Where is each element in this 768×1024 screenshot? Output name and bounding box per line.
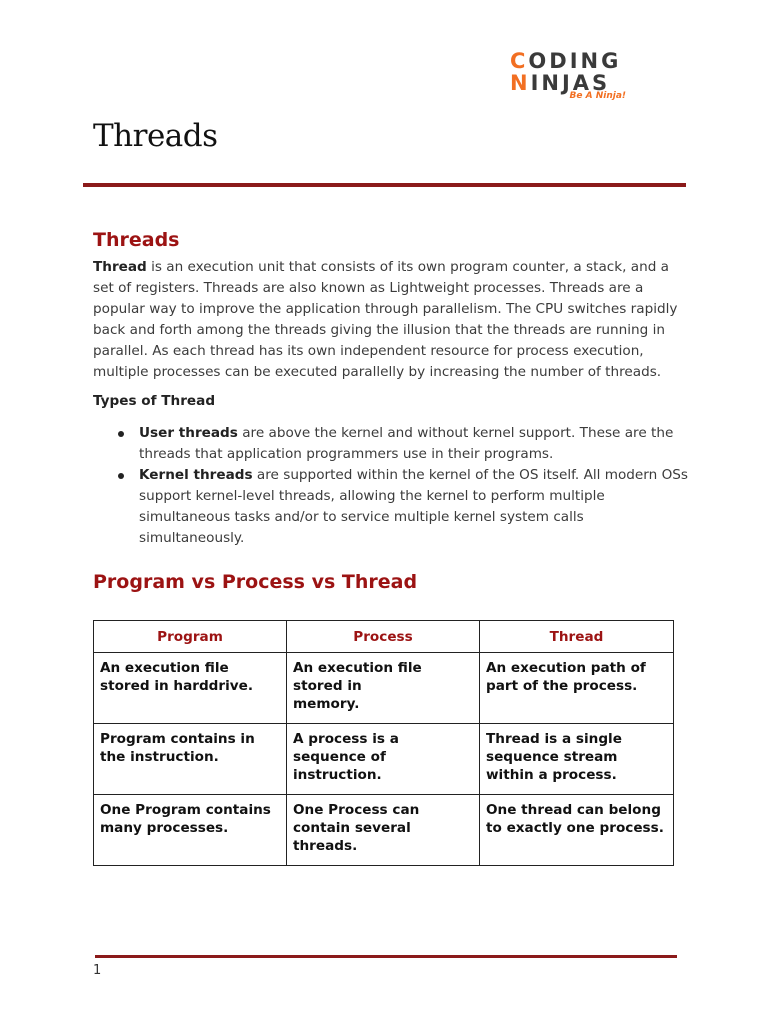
header-divider — [83, 183, 686, 187]
thread-term: Thread — [93, 259, 147, 275]
comparison-table — [93, 620, 674, 866]
threads-intro-paragraph — [93, 257, 683, 382]
logo-tagline: Be A Ninja! — [569, 91, 626, 101]
table-cell: Thread is a single sequence stream within a process. — [480, 724, 674, 795]
user-threads-term: User threads — [139, 425, 238, 441]
column-header-process: Process — [287, 621, 480, 653]
table-row — [94, 795, 674, 866]
table-cell: An execution file stored in harddrive. — [94, 653, 287, 724]
table-cell: An execution file stored in memory. — [287, 653, 480, 724]
logo-wordmark-line2: NINJAS — [510, 71, 611, 95]
page-number: 1 — [93, 963, 102, 978]
user-threads-description: are above the kernel and without kernel support. These are the threads that application programmers use in their programs. — [139, 425, 674, 462]
section-heading-comparison: Program vs Process vs Thread — [93, 571, 418, 593]
types-of-thread-label: Types of Thread — [93, 393, 216, 409]
kernel-threads-description: are supported within the kernel of the OS itself. All modern OSs support kernel-level threads, allowing the kernel to perform multiple simultaneous tasks and/or to service multiple kernel system calls simultaneously. — [139, 466, 688, 546]
column-header-thread: Thread — [480, 621, 674, 653]
table-row — [94, 653, 674, 724]
thread-types-list — [139, 423, 689, 548]
table-cell: One Process can contain several threads. — [287, 795, 480, 866]
coding-ninjas-logo — [510, 50, 632, 104]
table-cell: An execution path of part of the process. — [480, 653, 674, 724]
document-title: Threads — [93, 118, 218, 154]
table-header-row — [94, 621, 674, 653]
section-heading-threads: Threads — [93, 229, 180, 251]
logo-wordmark-line1: CODING — [510, 49, 622, 73]
table-cell: One Program contains many processes. — [94, 795, 287, 866]
table-cell: A process is a sequence of instruction. — [287, 724, 480, 795]
thread-definition: is an execution unit that consists of its own program counter, a stack, and a set of registers. Threads are also known as Lightweight processes. Threads are a popular way to improve the application through parallelism. The CPU switches rapidly back and forth among the threads giving the illusion that the threads are running in parallel. As each thread has its own independent resource for process execution, multiple processes can be executed parallelly by increasing the number of threads. — [93, 259, 678, 380]
column-header-program: Program — [94, 621, 287, 653]
table-cell: One thread can belong to exactly one process. — [480, 795, 674, 866]
list-item-user-threads — [139, 423, 689, 465]
table-cell: Program contains in the instruction. — [94, 724, 287, 795]
list-item-kernel-threads — [139, 465, 689, 549]
table-row — [94, 724, 674, 795]
footer-divider — [95, 955, 677, 958]
kernel-threads-term: Kernel threads — [139, 466, 253, 483]
